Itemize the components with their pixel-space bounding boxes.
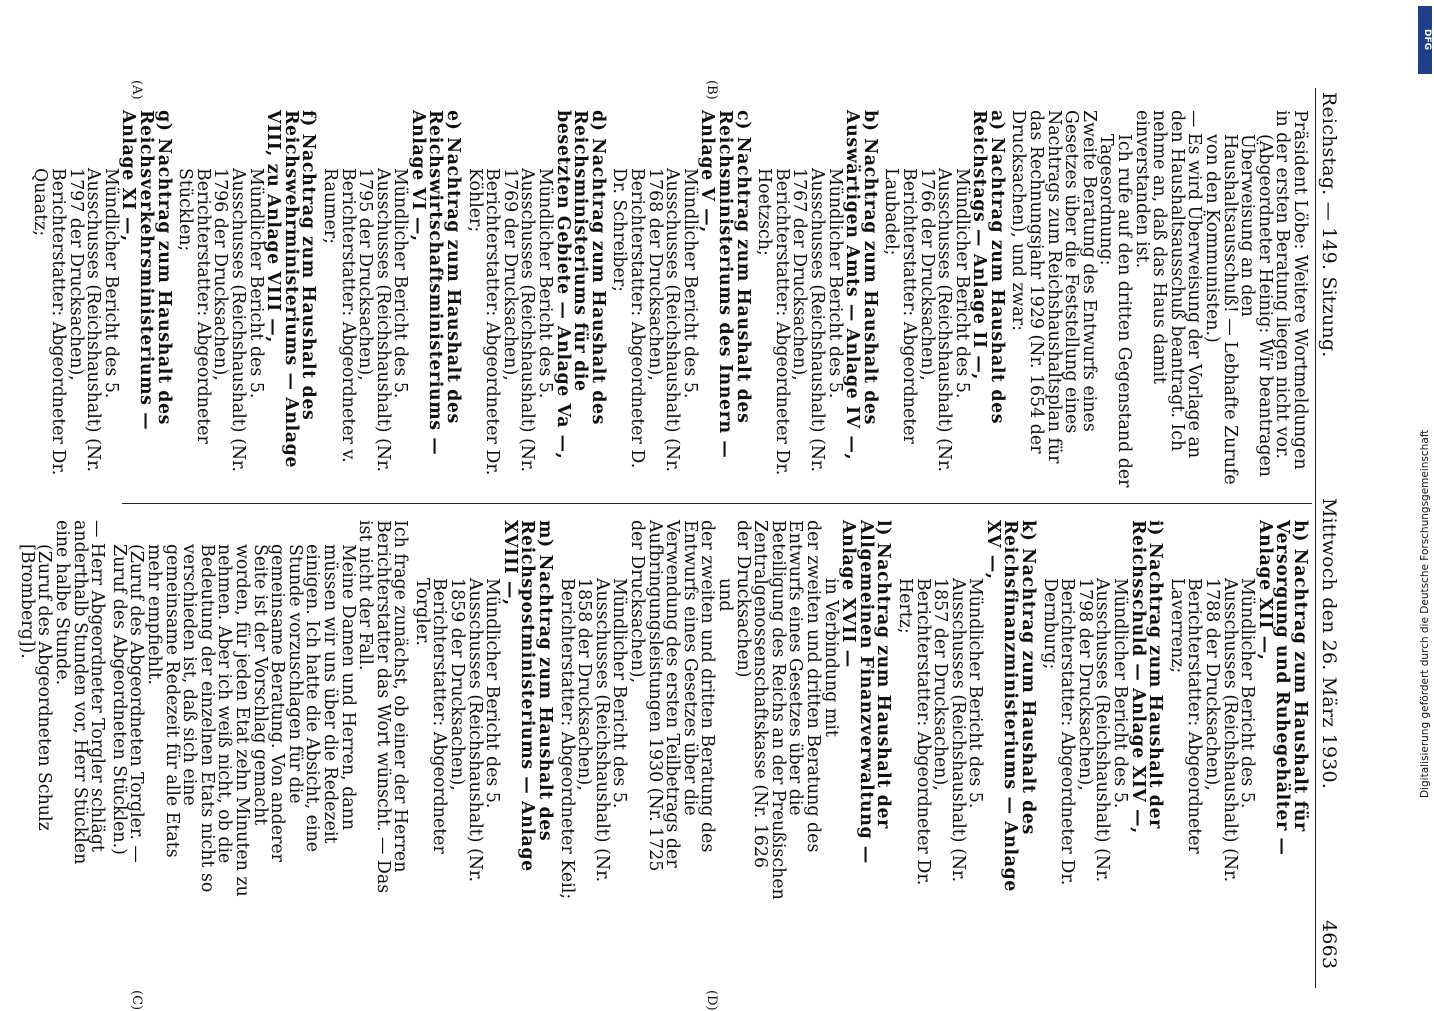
margin-mark-d: (D) — [704, 990, 719, 1011]
item-g-report: Mündlicher Bericht des 5. Ausschusses (Reichshaushalt) (Nr. 1797 der Drucksachen), — [65, 168, 121, 472]
item-l-reporter: Berichterstatter: Abgeordneter Keil; — [556, 578, 577, 900]
president-statement: Präsident Löbe: Weitere Wortmeldungen in der ersten Beratung liegen nicht vor. — [1272, 110, 1310, 470]
page-number: 4663 — [1318, 920, 1340, 970]
paragraph: Ich frage zunächst, ob einer der Herren Berichterstatter das Wort wünscht. — Das ist nicht der Fall. — [355, 520, 411, 894]
running-head-session: Reichstag. — 149. Sitzung. — [1318, 92, 1340, 358]
item-f-report: Mündlicher Bericht des 5. Ausschusses (Reichshaushalt) (Nr. 1796 der Drucksachen), — [210, 168, 266, 472]
item-e-report: Mündlicher Bericht des 5. Ausschusses (Reichshaushalt) (Nr. 1795 der Drucksachen), — [355, 168, 411, 472]
item-k-reporter: Berichterstatter: Abgeordneter Dr. Hertz; — [894, 578, 933, 886]
paragraph: Meine Damen und Herren, dann müssen wir uns über die Redezeit einigen. Ich hatte die Absicht, eine Stunde vorzuschlagen für die gemeinsame Beratung. Von anderer Seite ist der Vorschlag gemacht worden, für jeden Etat zehn Minuten zu nehmen. Aber ich weiß nicht, ob die Bedeutung der einzelnen Etats nicht so verschieden ist, daß sich eine gemeinsame Redezeit für alle Etats mehr empfiehlt. — [144, 544, 358, 897]
paragraph: Ich rufe auf den dritten Gegenstand der Tagesordnung: — [1096, 134, 1135, 488]
item-h-title: h) Nachtrag zum Haushalt für Versorgung und Ruhegehälter — Anlage XII —, — [1254, 520, 1310, 856]
item-c-report: Mündlicher Bericht des 5. Ausschusses (Reichshaushalt) (Nr. 1768 der Drucksachen), — [644, 168, 700, 472]
item-e-title: e) Nachtrag zum Haushalt des Reichswirtschaftsministeriums — Anlage VI —, — [407, 110, 464, 456]
paragraph: — Es wird Überweisung der Vorlage an den Haushaltsausschuß beantragt. Ich nehme an, daß das Haus damit einverstanden ist. — [1131, 110, 1205, 459]
item-b-report: Mündlicher Bericht des 5. Ausschusses (Reichshaushalt) (Nr. 1767 der Drucksachen), — [789, 168, 845, 472]
interjection: (Zuruf des Abgeordneten Schulz [Bromberg]). — [16, 544, 55, 831]
margin-mark-b: (B) — [704, 80, 719, 100]
paragraph: Zweite Beratung des Entwurfs eines Gesetzes über die Feststellung eines Nachtrags zum Reichshaushaltsplan für das Rechnungsjahr 1929 (Nr. 1654 der Drucksachen), und zwar: — [1008, 110, 1099, 464]
item-m-report: Mündlicher Bericht des 5. Ausschusses (Reichshaushalt) (Nr. 1859 der Drucksachen), — [447, 578, 503, 882]
item-c-title: c) Nachtrag zum Haushalt des Reichsministeriums des Innern — Anlage V —, — [697, 110, 753, 459]
item-b-title: b) Nachtrag zum Haushalt des Auswärtigen Amts — Anlage IV —, — [842, 110, 880, 461]
item-a-reporter: Berichterstatter: Abgeordneter Laubadel; — [881, 168, 919, 444]
item-l-and: und — [715, 578, 735, 612]
interjection: (Zuruf des Abgeordneten Torgler. — Zuruf des Abgeordneten Stücklen.) — [108, 544, 147, 863]
item-k-title: k) Nachtrag zum Haushalt des Reichsfinanzministeriums — Anlage XV —, — [982, 520, 1039, 892]
item-f-reporter: Berichterstatter: Abgeordneter Stücklen; — [175, 168, 213, 444]
dfg-badge: DFG — [1418, 6, 1432, 74]
interjection: (Abgeordneter Heinig: Wir beantragen Überweisung an den Haushaltsausschuß! — Lebhafte Zurufe von den Kommunisten.) — [1202, 134, 1275, 485]
item-i-reporter: Berichterstatter: Abgeordneter Dr. Dernburg; — [1039, 578, 1078, 886]
item-l-third-reading: der zweiten und dritten Beratung des Entwurfs eines Gesetzes über die Verwendung des ersten Teilbetrags der Aufbringungsleistungen 1930 (Nr. 1725 der Drucksachen), — [627, 520, 718, 872]
item-b-reporter: Berichterstatter: Abgeordneter Dr. Hoetzsch; — [754, 168, 792, 476]
funding-notice: Digitalisierung gefördert durch die Deutsche Forschungsgemeinschaft — [1419, 429, 1431, 798]
item-i-report: Mündlicher Bericht des 5. Ausschusses (Reichshaushalt) (Nr. 1798 der Drucksachen), — [1074, 578, 1131, 882]
item-m-title: m) Nachtrag zum Haushalt des Reichspostministeriums — Anlage XVIII —, — [499, 520, 556, 872]
item-d-report: Mündlicher Bericht des 5. Ausschusses (Reichshaushalt) (Nr. 1769 der Drucksachen), — [499, 168, 556, 472]
item-a-title: a) Nachtrag zum Haushalt des Reichstags — Anlage II —, — [969, 110, 1007, 425]
item-h-reporter: Berichterstatter: Abgeordneter Laverrenz; — [1166, 578, 1205, 854]
header-rule — [1315, 88, 1316, 988]
item-d-reporter: Berichterstatter: Abgeordneter Dr. Köhler; — [464, 168, 503, 476]
right-column — [17, 520, 1308, 900]
item-a-report: Mündlicher Bericht des 5. Ausschusses (Reichshaushalt) (Nr. 1766 der Drucksachen), — [916, 168, 972, 472]
running-head-date: Mittwoch den 26. März 1930. — [1318, 498, 1340, 790]
item-g-title: g) Nachtrag zum Haushalt des Reichsverkehrsministeriums — Anlage XI —, — [118, 110, 174, 431]
item-l-title: l) Nachtrag zum Haushalt der Allgemeinen Finanzverwaltung — Anlage XVII — — [838, 520, 894, 864]
item-l-second-reading: der zweiten und dritten Beratung des Entwurfs eines Gesetzes über die Beteiligung des Reichs an der Preußischen Zentralgenossenschaftskasse (Nr. 1626 der Drucksachen) — [732, 520, 823, 900]
item-i-title: i) Nachtrag zum Haushalt der Reichsschuld — Anlage XIV —, — [1127, 520, 1166, 834]
left-column — [31, 110, 1308, 490]
item-l-connector: in Verbindung mit — [820, 578, 841, 737]
margin-mark-a: (A) — [129, 80, 144, 100]
item-g-reporter: Berichterstatter: Abgeordneter Dr. Quaatz; — [30, 168, 69, 476]
item-m-reporter: Berichterstatter: Abgeordneter Torgler. — [411, 578, 450, 854]
margin-mark-c: (C) — [129, 990, 144, 1011]
item-k-report: Mündlicher Bericht des 5. Ausschusses (Reichshaushalt) (Nr. 1857 der Drucksachen), — [930, 578, 986, 882]
item-l-report: Mündlicher Bericht des 5. Ausschusses (Reichshaushalt) (Nr. 1858 der Drucksachen), — [574, 578, 630, 882]
item-h-report: Mündlicher Bericht des 5. Ausschusses (Reichshaushalt) (Nr. 1788 der Drucksachen), — [1202, 578, 1258, 882]
item-f-title: f) Nachtrag zum Haushalt des Reichswehrministeriums — Anlage VIII, zu Anlage VIII —, — [263, 110, 319, 469]
paragraph: — Herr Abgeordneter Torgler schlägt anderthalb Stunden vor, Herr Stücklen eine halbe Stunde. — [52, 520, 108, 865]
item-d-title: d) Nachtrag zum Haushalt des Reichsministeriums für die besetzten Gebiete — Anlage Va —, — [552, 110, 608, 460]
item-c-reporter: Berichterstatter: Abgeordneter D. Dr. Schreiber; — [609, 168, 648, 469]
column-divider — [122, 503, 1312, 504]
item-e-reporter: Berichterstatter: Abgeordneter v. Raumer; — [319, 168, 358, 463]
